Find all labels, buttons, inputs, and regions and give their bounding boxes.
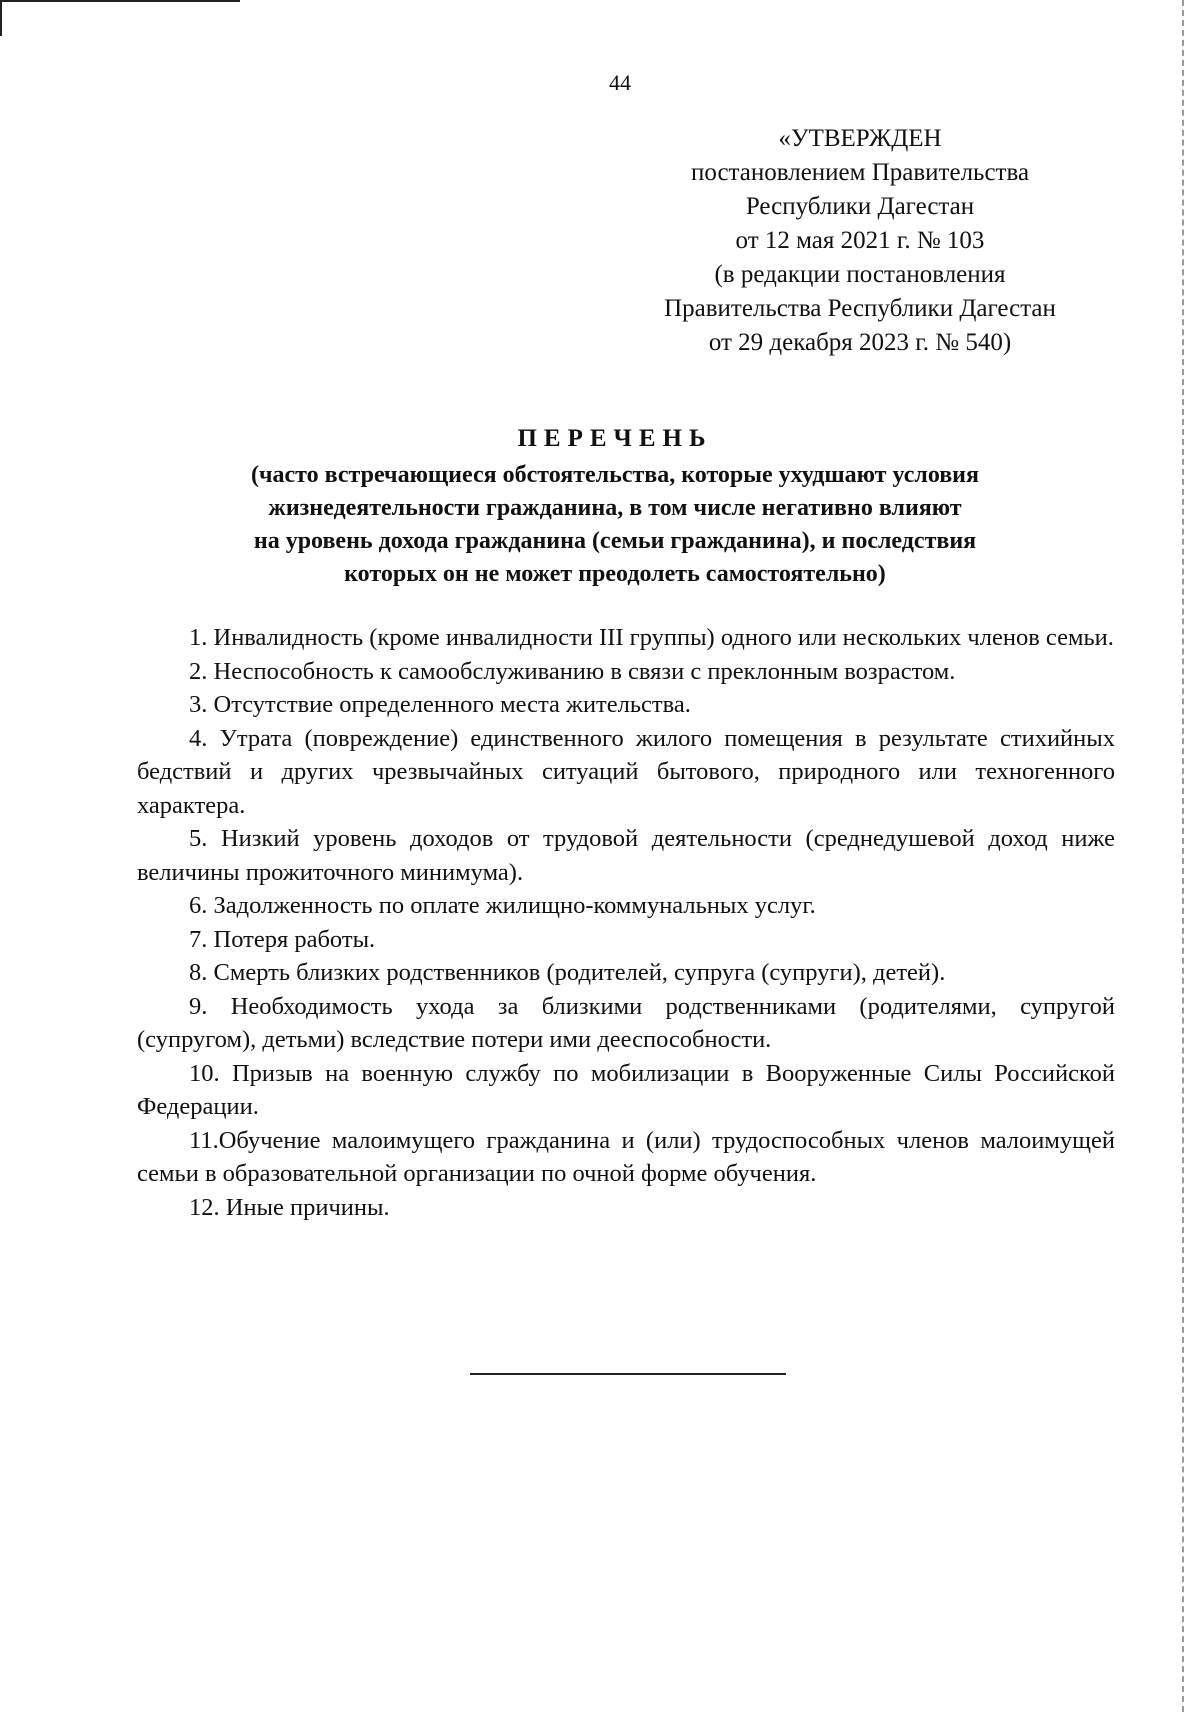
list-item: 9. Необходимость ухода за близкими родственниками (родителями, супругой (супругом), детьми) вследствие потери ими дееспособности. [137, 992, 1115, 1053]
approval-stamp [620, 122, 1100, 360]
list-item: 4. Утрата (повреждение) единственного жилого помещения в результате стихийных бедствий и других чрезвычайных ситуаций бытового, природного или техногенного характера. [137, 724, 1115, 819]
subtitle-line: жизнедеятельности гражданина, в том числе негативно влияют [268, 495, 962, 521]
approval-line: от 12 мая 2021 г. № 103 [735, 227, 985, 254]
approval-line: от 29 декабря 2023 г. № 540) [708, 329, 1012, 356]
approval-line: (в редакции постановления [714, 261, 1006, 288]
approval-line: Правительства Республики Дагестан [664, 295, 1056, 322]
subtitle-line: которых он не может преодолеть самостоятельно) [344, 561, 886, 587]
subtitle-line: (часто встречающиеся обстоятельства, которые ухудшают условия [251, 462, 979, 488]
approval-line: постановлением Правительства [690, 159, 1030, 186]
list-item: 6. Задолженность по оплате жилищно-коммунальных услуг. [189, 892, 816, 919]
list-item: 11.Обучение малоимущего гражданина и (или) трудоспособных членов малоимущей семьи в образовательной организации по очной форме обучения. [137, 1126, 1115, 1187]
subtitle-line: на уровень дохода гражданина (семьи гражданина), и последствия [253, 528, 977, 554]
scan-corner-mark [0, 0, 240, 2]
list-item: 8. Смерть близких родственников (родителей, супруга (супруги), детей). [189, 959, 946, 986]
approval-line: Республики Дагестан [745, 193, 975, 220]
list-item: 12. Иные причины. [189, 1193, 390, 1221]
list-item: 5. Низкий уровень доходов от трудовой деятельности (среднедушевой доход ниже величины прожиточного минимума). [137, 825, 1115, 886]
scan-corner-mark-vertical [0, 0, 2, 36]
page-number: 44 [609, 70, 631, 95]
list-item: 2. Неспособность к самообслуживанию в связи с преклонным возрастом. [189, 657, 956, 685]
list-item: 3. Отсутствие определенного места жительства. [189, 691, 691, 718]
end-divider [470, 1373, 786, 1375]
document-title: ПЕРЕЧЕНЬ [517, 425, 713, 452]
circumstances-list [137, 621, 1115, 1224]
list-item: 10. Призыв на военную службу по мобилизации в Вооруженные Силы Российской Федерации. [137, 1059, 1115, 1120]
document-heading [150, 422, 1080, 591]
scan-edge-line [1182, 0, 1184, 1712]
approval-line: «УТВЕРЖДЕН [778, 125, 942, 152]
list-item: 1. Инвалидность (кроме инвалидности III группы) одного или нескольких членов семьи. [189, 624, 1114, 651]
list-item: 7. Потеря работы. [189, 925, 376, 953]
document-subtitle [150, 459, 1080, 591]
